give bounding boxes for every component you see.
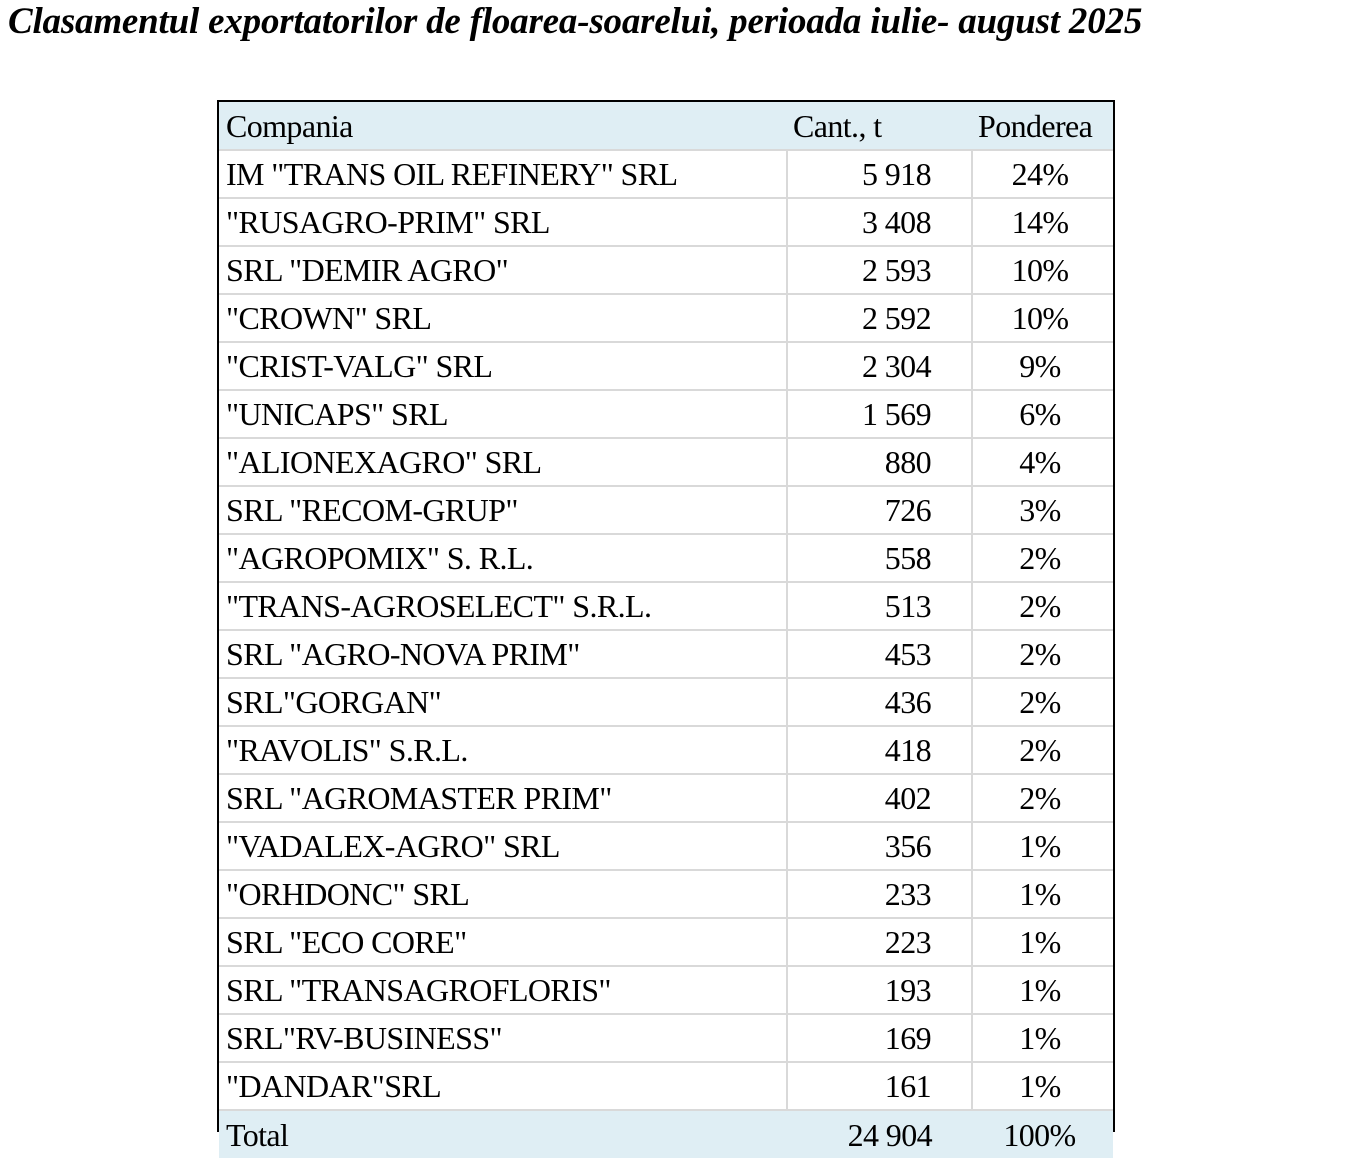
- share-cell: 10%: [972, 294, 1113, 342]
- total-label: Total: [219, 1110, 787, 1158]
- table-row: [219, 966, 1113, 1014]
- quantity-cell: 558: [787, 534, 972, 582]
- table-row: [219, 582, 1113, 630]
- table-row: [219, 1062, 1113, 1110]
- company-cell: SRL "AGRO-NOVA PRIM": [219, 630, 787, 678]
- table-row: [219, 390, 1113, 438]
- share-cell: 2%: [972, 774, 1113, 822]
- quantity-cell: 402: [787, 774, 972, 822]
- table-row: [219, 774, 1113, 822]
- company-cell: "AGROPOMIX" S. R.L.: [219, 534, 787, 582]
- quantity-cell: 2 592: [787, 294, 972, 342]
- company-cell: "UNICAPS" SRL: [219, 390, 787, 438]
- table-row: [219, 198, 1113, 246]
- table-row: [219, 438, 1113, 486]
- share-cell: 3%: [972, 486, 1113, 534]
- company-cell: "CROWN" SRL: [219, 294, 787, 342]
- share-cell: 2%: [972, 534, 1113, 582]
- table-row: [219, 678, 1113, 726]
- share-cell: 2%: [972, 726, 1113, 774]
- quantity-cell: 418: [787, 726, 972, 774]
- share-cell: 2%: [972, 582, 1113, 630]
- share-cell: 24%: [972, 150, 1113, 198]
- company-cell: "ALIONEXAGRO" SRL: [219, 438, 787, 486]
- quantity-cell: 223: [787, 918, 972, 966]
- table-header-row: [219, 102, 1113, 150]
- company-cell: SRL "TRANSAGROFLORIS": [219, 966, 787, 1014]
- table-row: [219, 822, 1113, 870]
- table-row: [219, 246, 1113, 294]
- table-row: [219, 630, 1113, 678]
- table-row: [219, 150, 1113, 198]
- table-row: [219, 918, 1113, 966]
- share-cell: 2%: [972, 630, 1113, 678]
- company-cell: "ORHDONC" SRL: [219, 870, 787, 918]
- quantity-cell: 726: [787, 486, 972, 534]
- quantity-cell: 161: [787, 1062, 972, 1110]
- share-cell: 1%: [972, 822, 1113, 870]
- quantity-cell: 453: [787, 630, 972, 678]
- ranking-table: [219, 102, 1113, 1158]
- table-row: [219, 294, 1113, 342]
- company-cell: "DANDAR"SRL: [219, 1062, 787, 1110]
- quantity-cell: 2 304: [787, 342, 972, 390]
- exporters-table: [217, 100, 1115, 1153]
- quantity-cell: 5 918: [787, 150, 972, 198]
- share-cell: 14%: [972, 198, 1113, 246]
- table-row: [219, 486, 1113, 534]
- share-cell: 1%: [972, 1062, 1113, 1110]
- company-cell: "TRANS-AGROSELECT" S.R.L.: [219, 582, 787, 630]
- table-row: [219, 870, 1113, 918]
- column-header-company: Compania: [219, 102, 787, 150]
- share-cell: 1%: [972, 1014, 1113, 1062]
- company-cell: SRL "RECOM-GRUP": [219, 486, 787, 534]
- table-row: [219, 726, 1113, 774]
- share-cell: 10%: [972, 246, 1113, 294]
- page-title: Clasamentul exportatorilor de floarea-soarelui, perioada iulie- august 2025: [8, 1, 1143, 42]
- company-cell: "RAVOLIS" S.R.L.: [219, 726, 787, 774]
- share-cell: 1%: [972, 966, 1113, 1014]
- quantity-cell: 193: [787, 966, 972, 1014]
- share-cell: 2%: [972, 678, 1113, 726]
- quantity-cell: 1 569: [787, 390, 972, 438]
- table-row: [219, 342, 1113, 390]
- company-cell: "CRIST-VALG" SRL: [219, 342, 787, 390]
- column-header-share: Ponderea: [972, 102, 1113, 150]
- quantity-cell: 2 593: [787, 246, 972, 294]
- quantity-cell: 233: [787, 870, 972, 918]
- company-cell: SRL"RV-BUSINESS": [219, 1014, 787, 1062]
- company-cell: SRL "DEMIR AGRO": [219, 246, 787, 294]
- share-cell: 1%: [972, 918, 1113, 966]
- quantity-cell: 880: [787, 438, 972, 486]
- quantity-cell: 356: [787, 822, 972, 870]
- share-cell: 4%: [972, 438, 1113, 486]
- table-row: [219, 1014, 1113, 1062]
- share-cell: 6%: [972, 390, 1113, 438]
- company-cell: SRL "AGROMASTER PRIM": [219, 774, 787, 822]
- table-row: [219, 534, 1113, 582]
- quantity-cell: 169: [787, 1014, 972, 1062]
- company-cell: "RUSAGRO-PRIM" SRL: [219, 198, 787, 246]
- share-cell: 1%: [972, 870, 1113, 918]
- company-cell: SRL"GORGAN": [219, 678, 787, 726]
- share-cell: 9%: [972, 342, 1113, 390]
- company-cell: IM "TRANS OIL REFINERY" SRL: [219, 150, 787, 198]
- company-cell: SRL "ECO CORE": [219, 918, 787, 966]
- company-cell: "VADALEX-AGRO" SRL: [219, 822, 787, 870]
- quantity-cell: 513: [787, 582, 972, 630]
- quantity-cell: 3 408: [787, 198, 972, 246]
- total-quantity: 24 904: [787, 1110, 972, 1158]
- total-share: 100%: [972, 1110, 1113, 1158]
- quantity-cell: 436: [787, 678, 972, 726]
- table-body: [219, 102, 1113, 1158]
- table-total-row: [219, 1110, 1113, 1158]
- column-header-quantity: Cant., t: [787, 102, 972, 150]
